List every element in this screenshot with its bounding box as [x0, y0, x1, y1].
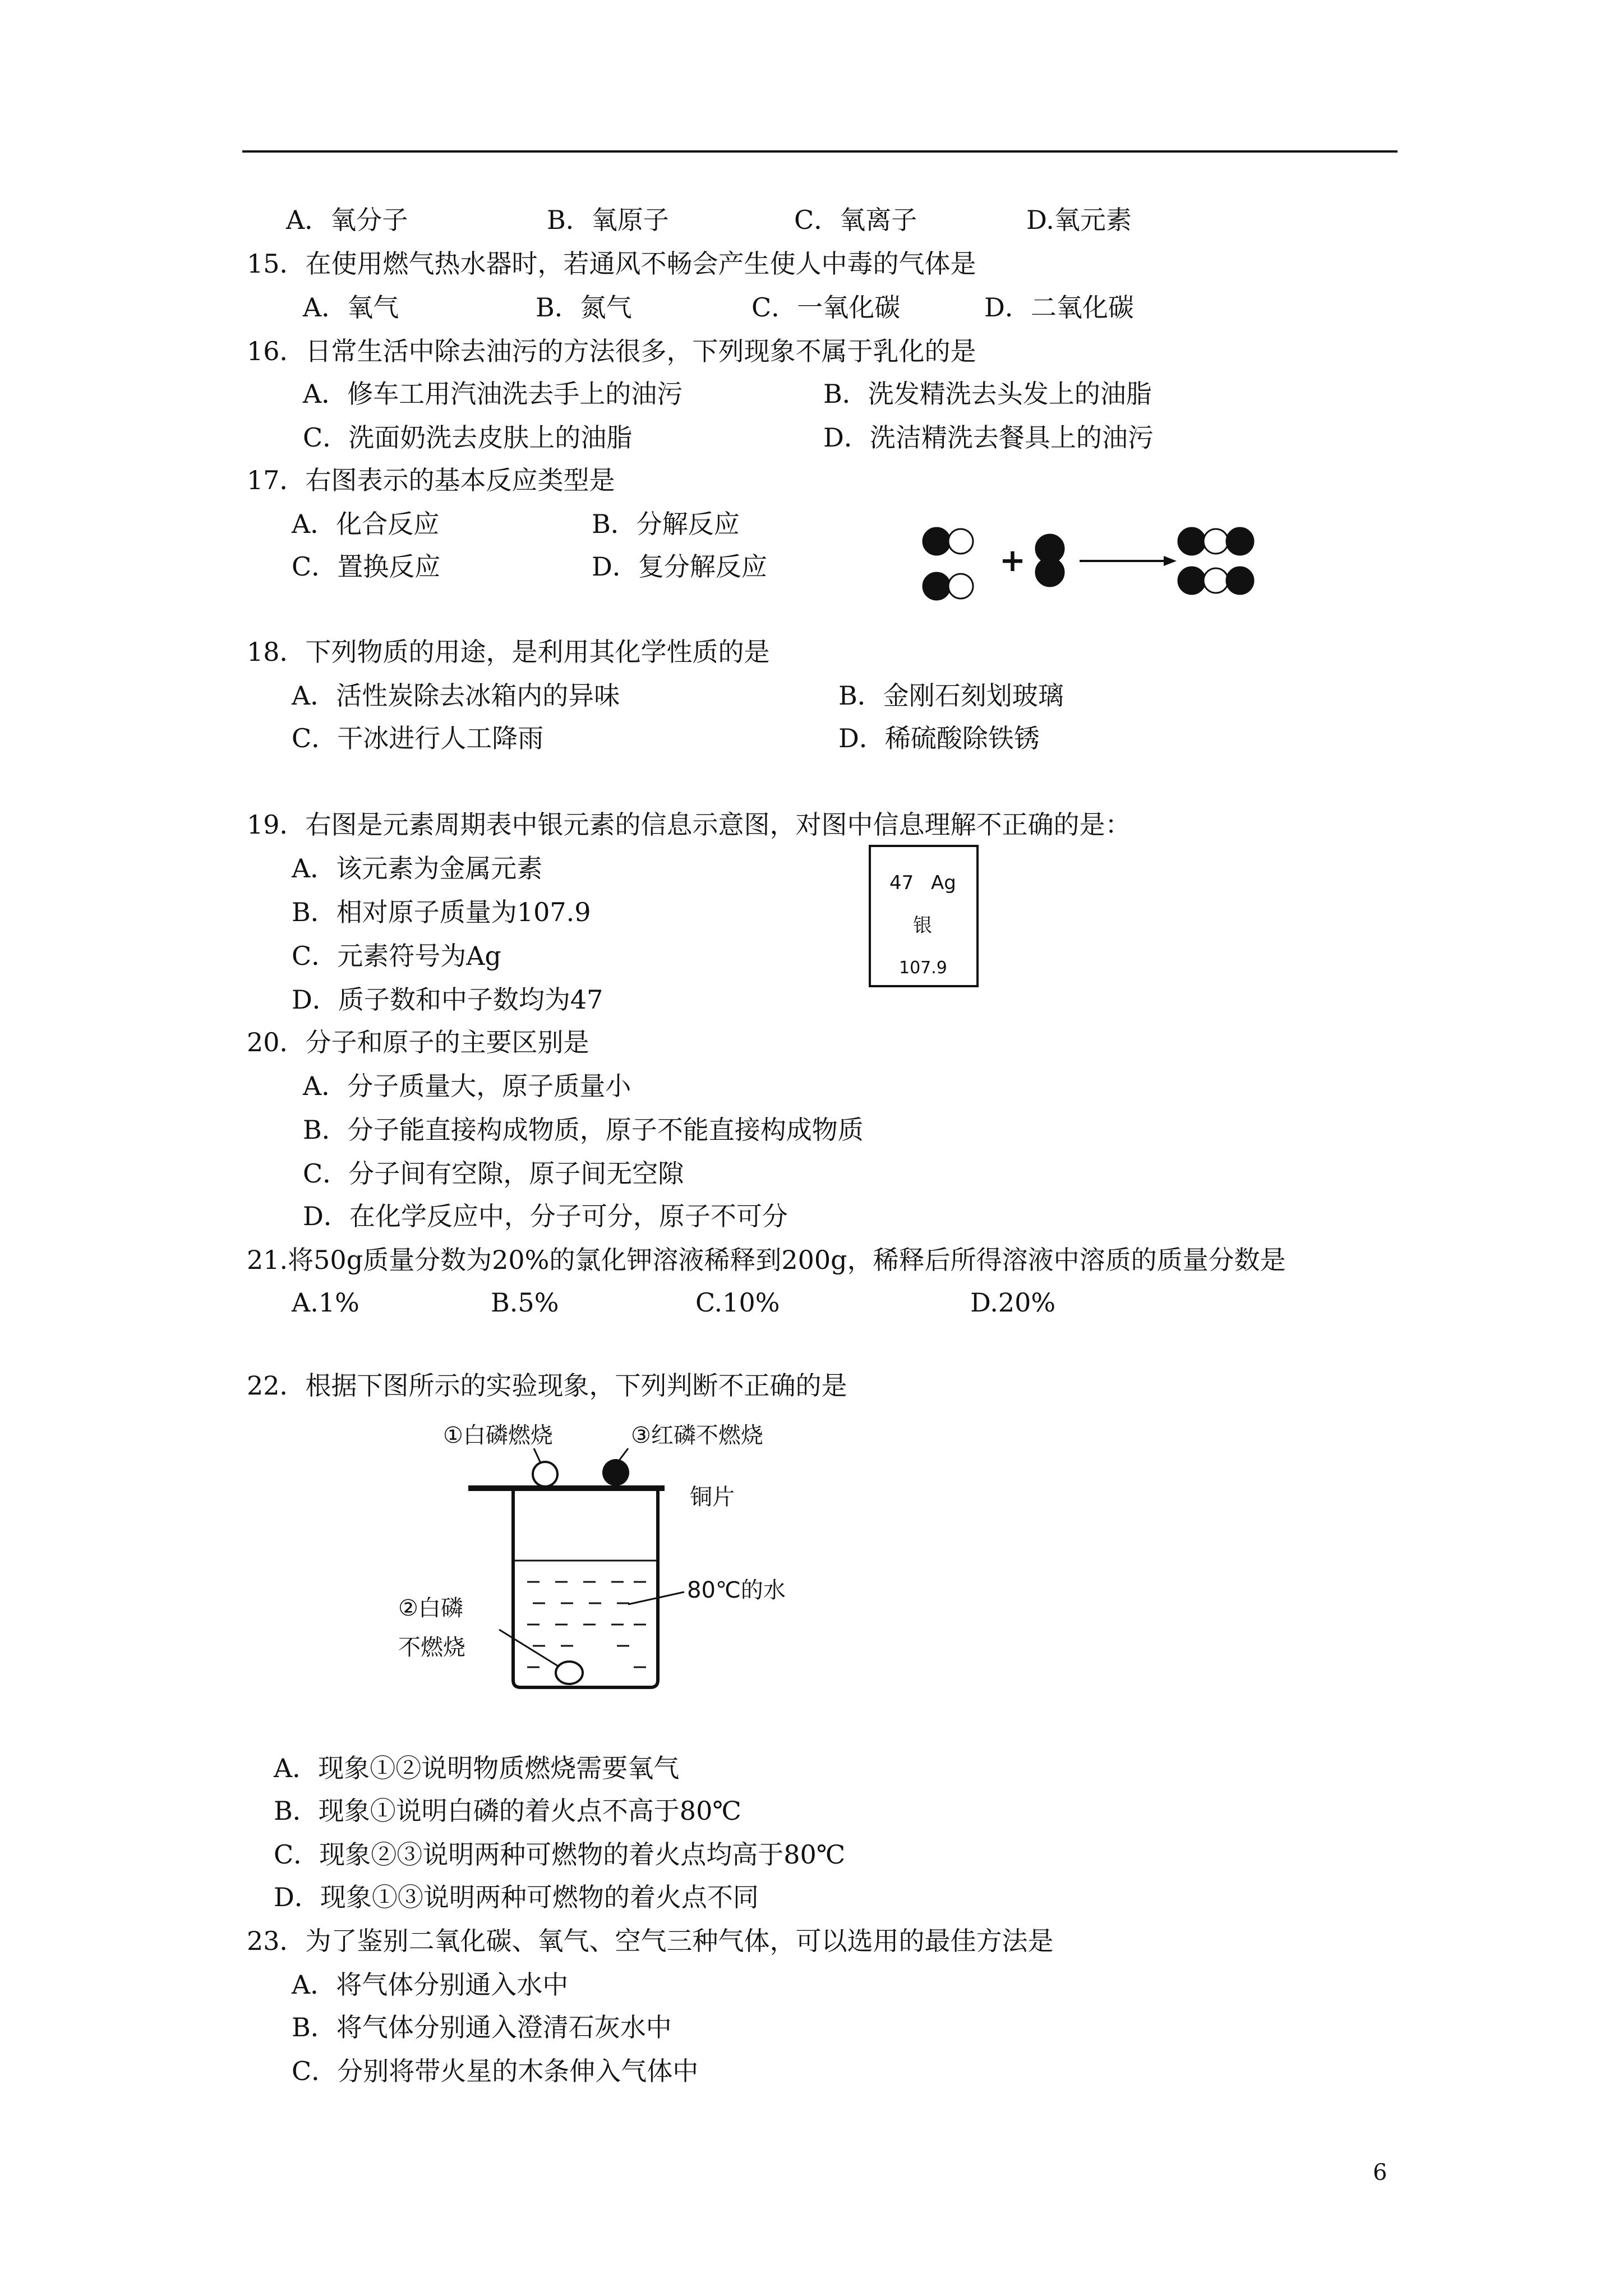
q20-option-d: D．在化学反应中，分子可分，原子不可分: [303, 1201, 788, 1231]
q17-option-d: D．复分解反应: [592, 551, 767, 582]
q16-option-a: A．修车工用汽油洗去手上的油污: [303, 379, 683, 409]
q16-option-c: C．洗面奶洗去皮肤上的油脂: [303, 422, 633, 453]
q19-option-d: D．质子数和中子数均为47: [292, 984, 603, 1015]
q19-option-a: A．该元素为金属元素: [292, 853, 543, 884]
q21-option-b: B.5%: [491, 1287, 559, 1318]
q17-stem: 17．右图表示的基本反应类型是: [247, 465, 615, 495]
q23-option-c: C．分别将带火星的木条伸入气体中: [292, 2056, 699, 2086]
q21-stem: 21.将50g质量分数为20%的氯化钾溶液稀释到200g，稀释后所得溶液中溶质的质量分数是: [247, 1245, 1286, 1275]
element-mass: 107.9: [899, 958, 947, 978]
silver-element-card: [868, 844, 980, 990]
label-red-phosphorus-not-burning: ③红磷不燃烧: [631, 1423, 763, 1448]
q19-option-b: B．相对原子质量为107.9: [292, 897, 591, 927]
label-copper-sheet: 铜片: [690, 1484, 735, 1510]
q18-stem: 18．下列物质的用途，是利用其化学性质的是: [247, 637, 770, 667]
q22-option-a: A．现象①②说明物质燃烧需要氧气: [274, 1753, 680, 1783]
q22-option-c: C．现象②③说明两种可燃物的着火点均高于80℃: [274, 1839, 846, 1870]
label-white-phosphorus-underwater: ②白磷: [398, 1595, 463, 1621]
q15-option-d: D．二氧化碳: [984, 292, 1134, 323]
q15-option-a: A．氧气: [303, 292, 399, 323]
reaction-diagram: [909, 516, 1279, 606]
q20-option-c: C．分子间有空隙，原子间无空隙: [303, 1158, 684, 1189]
q14-option-c: C．氧离子: [794, 205, 917, 235]
q23-option-b: B．将气体分别通入澄清石灰水中: [292, 2012, 672, 2042]
element-symbol: Ag: [931, 872, 956, 894]
q17-option-c: C．置换反应: [292, 551, 441, 582]
q14-option-d: D.氧元素: [1026, 205, 1132, 235]
q15-stem: 15．在使用燃气热水器时，若通风不畅会产生使人中毒的气体是: [247, 249, 976, 279]
q18-option-d: D．稀硫酸除铁锈: [838, 723, 1040, 753]
q15-option-c: C．一氧化碳: [751, 292, 901, 323]
q22-stem: 22．根据下图所示的实验现象，下列判断不正确的是: [247, 1370, 847, 1401]
q21-option-d: D.20%: [970, 1287, 1056, 1318]
q22-option-b: B．现象①说明白磷的着火点不高于80℃: [274, 1796, 741, 1826]
q19-option-c: C．元素符号为Ag: [292, 941, 501, 971]
q23-option-a: A．将气体分别通入水中: [292, 1970, 569, 2000]
q20-option-a: A．分子质量大，原子质量小: [303, 1071, 631, 1101]
element-name: 银: [913, 914, 932, 937]
label-white-phosphorus-burning: ①白磷燃烧: [443, 1423, 553, 1448]
q14-option-b: B．氧原子: [547, 205, 669, 235]
header-rule: [242, 150, 1398, 153]
q20-stem: 20．分子和原子的主要区别是: [247, 1027, 589, 1057]
q19-stem: 19．右图是元素周期表中银元素的信息示意图，对图中信息理解不正确的是：: [247, 809, 1131, 840]
q16-option-d: D．洗洁精洗去餐具上的油污: [823, 422, 1154, 453]
label-hot-water: 80℃的水: [687, 1577, 786, 1603]
q14-option-a: A．氧分子: [286, 205, 408, 235]
q21-option-a: A.1%: [292, 1287, 359, 1318]
plus-sign: +: [999, 542, 1026, 579]
q15-option-b: B．氮气: [536, 292, 632, 323]
q22-option-d: D．现象①③说明两种可燃物的着火点不同: [274, 1882, 759, 1912]
q17-option-b: B．分解反应: [592, 509, 740, 539]
q17-option-a: A．化合反应: [292, 509, 440, 539]
q16-option-b: B．洗发精洗去头发上的油脂: [823, 379, 1152, 409]
q18-option-a: A．活性炭除去冰箱内的异味: [292, 680, 620, 711]
q16-stem: 16．日常生活中除去油污的方法很多，下列现象不属于乳化的是: [247, 336, 976, 366]
q21-option-c: C.10%: [695, 1287, 780, 1318]
q20-option-b: B．分子能直接构成物质，原子不能直接构成物质: [303, 1115, 864, 1145]
q18-option-c: C．干冰进行人工降雨: [292, 723, 544, 753]
q18-option-b: B．金刚石刻划玻璃: [838, 680, 1064, 711]
page-number: 6: [1373, 2160, 1387, 2185]
element-number: 47: [889, 872, 914, 894]
q23-stem: 23．为了鉴别二氧化碳、氧气、空气三种气体，可以选用的最佳方法是: [247, 1926, 1054, 1956]
label-not-burning: 不燃烧: [398, 1635, 465, 1660]
combustion-experiment-figure: [393, 1414, 819, 1705]
